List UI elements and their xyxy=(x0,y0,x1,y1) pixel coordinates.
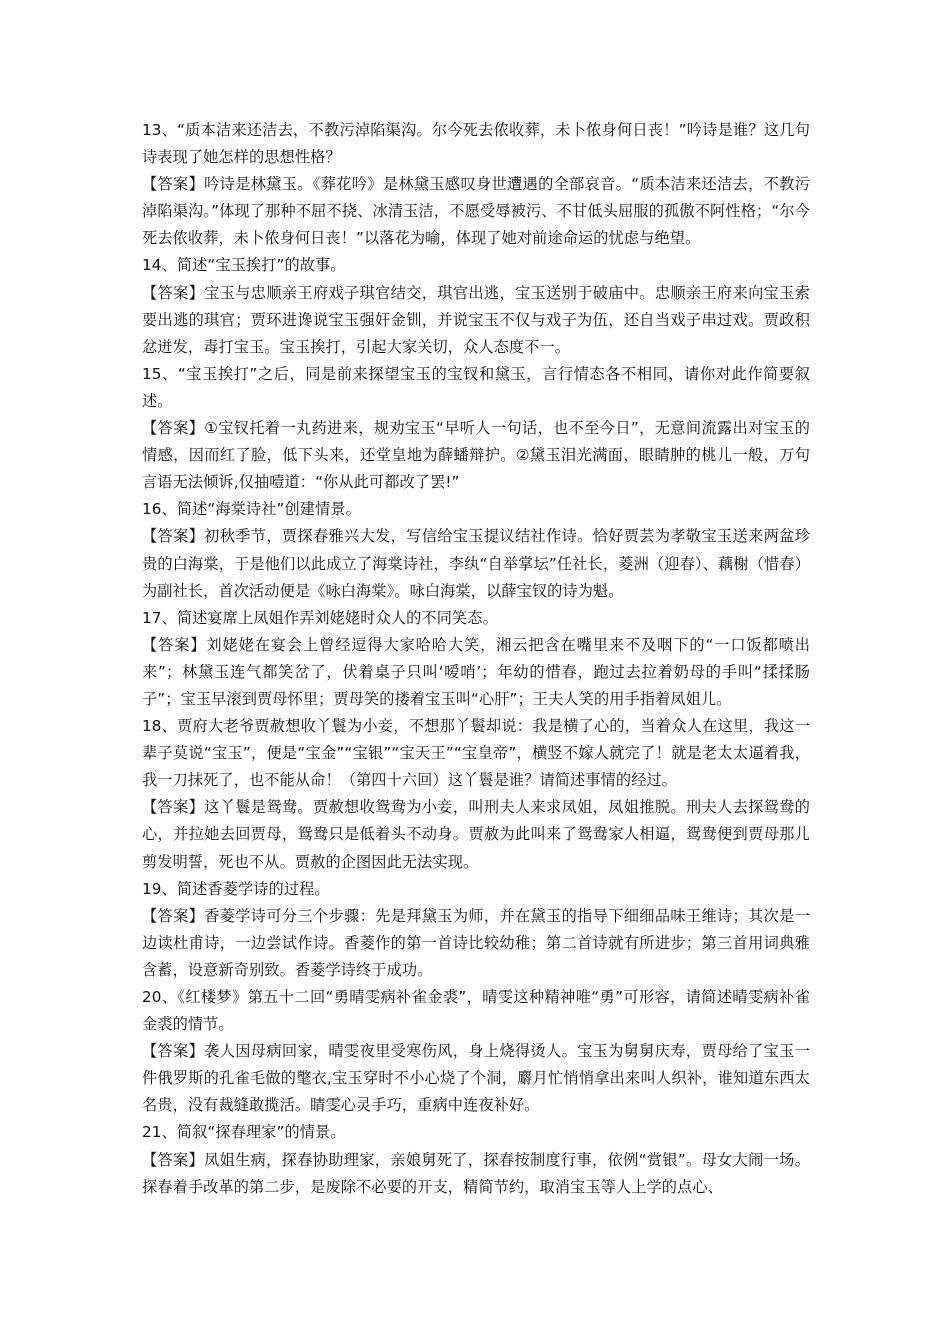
answer-17 xyxy=(142,632,810,713)
question-16: 16、简述“海棠诗社”创建情景。 xyxy=(142,500,361,519)
answer-label: 【答案】 xyxy=(142,419,205,438)
answer-text: 刘姥姥在宴会上曾经逗得大家哈哈大笑，湘云把含在嘴里来不及咽下的“一口饭都喷出来”；林黛玉连气都笑岔了，伏着桌子只叫‘嗳哨’；年幼的惜春，跑过去拉着奶母的手叫“揉揉肠子”；宝玉早滚到贾母怀里；贾母笑的搂着宝玉叫“心肝”；王夫人笑的用手指着凤姐儿。 xyxy=(142,635,811,708)
question-17: 17、简述宴席上凤姐作弄刘姥姥时众人的不同笑态。 xyxy=(142,608,498,627)
answer-label: 【答案】 xyxy=(142,635,207,654)
answer-text: 香菱学诗可分三个步骤：先是拜黛玉为师，并在黛玉的指导下细细品味王维诗；其次是一边读杜甫诗，一边尝试作诗。香菱作的第一首诗比较幼稚；第二首诗就有所进步；第三首用词典雅含蓄，设意新奇别致。香菱学诗终于成功。 xyxy=(142,906,810,979)
question-15: 15、“宝玉挨打”之后，同是前来探望宝玉的宝钗和黛玉，言行情态各不相同，请你对此作简要叙述。 xyxy=(142,364,810,410)
question-14: 14、简述“宝玉挨打”的故事。 xyxy=(142,256,346,275)
question-21: 21、简叙“探春理家”的情景。 xyxy=(142,1123,346,1142)
answer-label: 【答案】 xyxy=(142,1150,205,1169)
answer-20 xyxy=(142,1038,810,1119)
answer-text: 袭人因母病回家，晴雯夜里受寒伤风，身上烧得烫人。宝玉为舅舅庆寿，贾母给了宝玉一件俄罗斯的孔雀毛做的氅衣,宝玉穿时不小心烧了个洞，麝月忙悄悄拿出来叫人织补，谁知道东西太名贵，没有裁缝敢揽活。睛雯心灵手巧，重病中连夜补好。 xyxy=(142,1042,810,1115)
answer-13 xyxy=(142,171,810,252)
answer-label: 【答案】 xyxy=(142,283,205,302)
answer-text: ①宝钗托着一丸药进来，规劝宝玉“早听人一句话，也不至今日”，无意间流露出对宝玉的情感，因而红了脸，低下头来，还堂皇地为薛蟠辩护。②黛玉泪光满面，眼睛肿的桃儿一般，万句言语无法倾诉,仅抽噎道：“你从此可都改了罢!” xyxy=(142,419,810,492)
answer-text: 凤姐生病，探春协助理家，亲娘舅死了，探春按制度行事，依例“赏银”。母女大闹一场。探春着手改革的第二步，是废除不必要的开支，精简节约，取消宝玉等人上学的点心、 xyxy=(142,1150,810,1196)
answer-19 xyxy=(142,903,810,984)
answer-text: 初秋季节，贾探春雅兴大发，写信给宝玉提议结社作诗。恰好贾芸为孝敬宝玉送来两盆珍贵的白海棠，于是他们以此成立了海棠诗社，李纨“自举掌坛”任社长，菱洲（迎春）、藕榭（惜春）为副社长，首次活动便是《咏白海棠》。咏白海棠，以薛宝钗的诗为魁。 xyxy=(142,527,810,600)
answer-21 xyxy=(142,1147,810,1201)
question-18: 18、贾府大老爷贾赦想收丫鬟为小妾，不想那丫鬟却说：我是横了心的，当着众人在这里，我这一辈子莫说“宝玉”，便是“宝金”“宝银”“宝天王”“宝皇帝”，横竖不嫁人就完了！就是老太太逼着我，我一刀抹死了，也不能从命！（第四十六回）这丫鬟是谁？请简述事情的经过。 xyxy=(142,717,810,790)
answer-text: 宝玉与忠顺亲王府戏子琪官结交，琪官出逃，宝玉送别于破庙中。忠顺亲王府来向宝玉索要出逃的琪官；贾环进谗说宝玉强奸金钏，并说宝玉不仅与戏子为伍，还自当戏子串过戏。贾政积忿迸发，毒打宝玉。宝玉挨打，引起大家关切，众人态度不一。 xyxy=(142,283,810,356)
answer-label: 【答案】 xyxy=(142,1042,205,1061)
question-13: 13、“质本洁来还洁去，不教污淖陷渠沟。尔今死去侬收葬，未卜侬身何日丧！”吟诗是谁？这几句诗表现了她怎样的思想性格？ xyxy=(142,121,810,167)
answer-label: 【答案】 xyxy=(142,906,205,925)
answer-18 xyxy=(142,794,810,875)
answer-label: 【答案】 xyxy=(142,175,205,194)
answer-14 xyxy=(142,280,810,361)
answer-text: 这丫鬟是鸳鸯。贾赦想收鸳鸯为小妾，叫刑夫人来求凤姐，凤姐推脱。刑夫人去探鸳鸯的心，并拉她去回贾母，鸳鸯只是低着头不动身。贾赦为此叫来了鸳鸯家人相逼，鸳鸯便到贾母那儿剪发明誓，死也不从。贾赦的企图因此无法实现。 xyxy=(142,798,810,871)
question-19: 19、简述香菱学诗的过程。 xyxy=(142,879,330,898)
answer-label: 【答案】 xyxy=(142,527,205,546)
answer-16 xyxy=(142,523,810,604)
answer-15 xyxy=(142,415,810,496)
document-body xyxy=(142,117,810,1201)
answer-text: 吟诗是林黛玉。《葬花吟》是林黛玉感叹身世遭遇的全部哀音。“质本洁来还洁去，不教污淖陷渠沟。”体现了那种不屈不挠、冰清玉洁，不愿受辱被污、不甘低头屈服的孤傲不阿性格；“尔今死去侬收葬，未卜侬身何日丧！”以落花为喻，体现了她对前途命运的忧虑与绝望。 xyxy=(142,175,810,248)
question-20: 20、《红楼梦》第五十二回“勇晴雯病补雀金裘”，晴雯这种精神唯“勇”可形容，请简述晴雯病补雀金裘的情节。 xyxy=(142,988,810,1034)
answer-label: 【答案】 xyxy=(142,798,205,817)
